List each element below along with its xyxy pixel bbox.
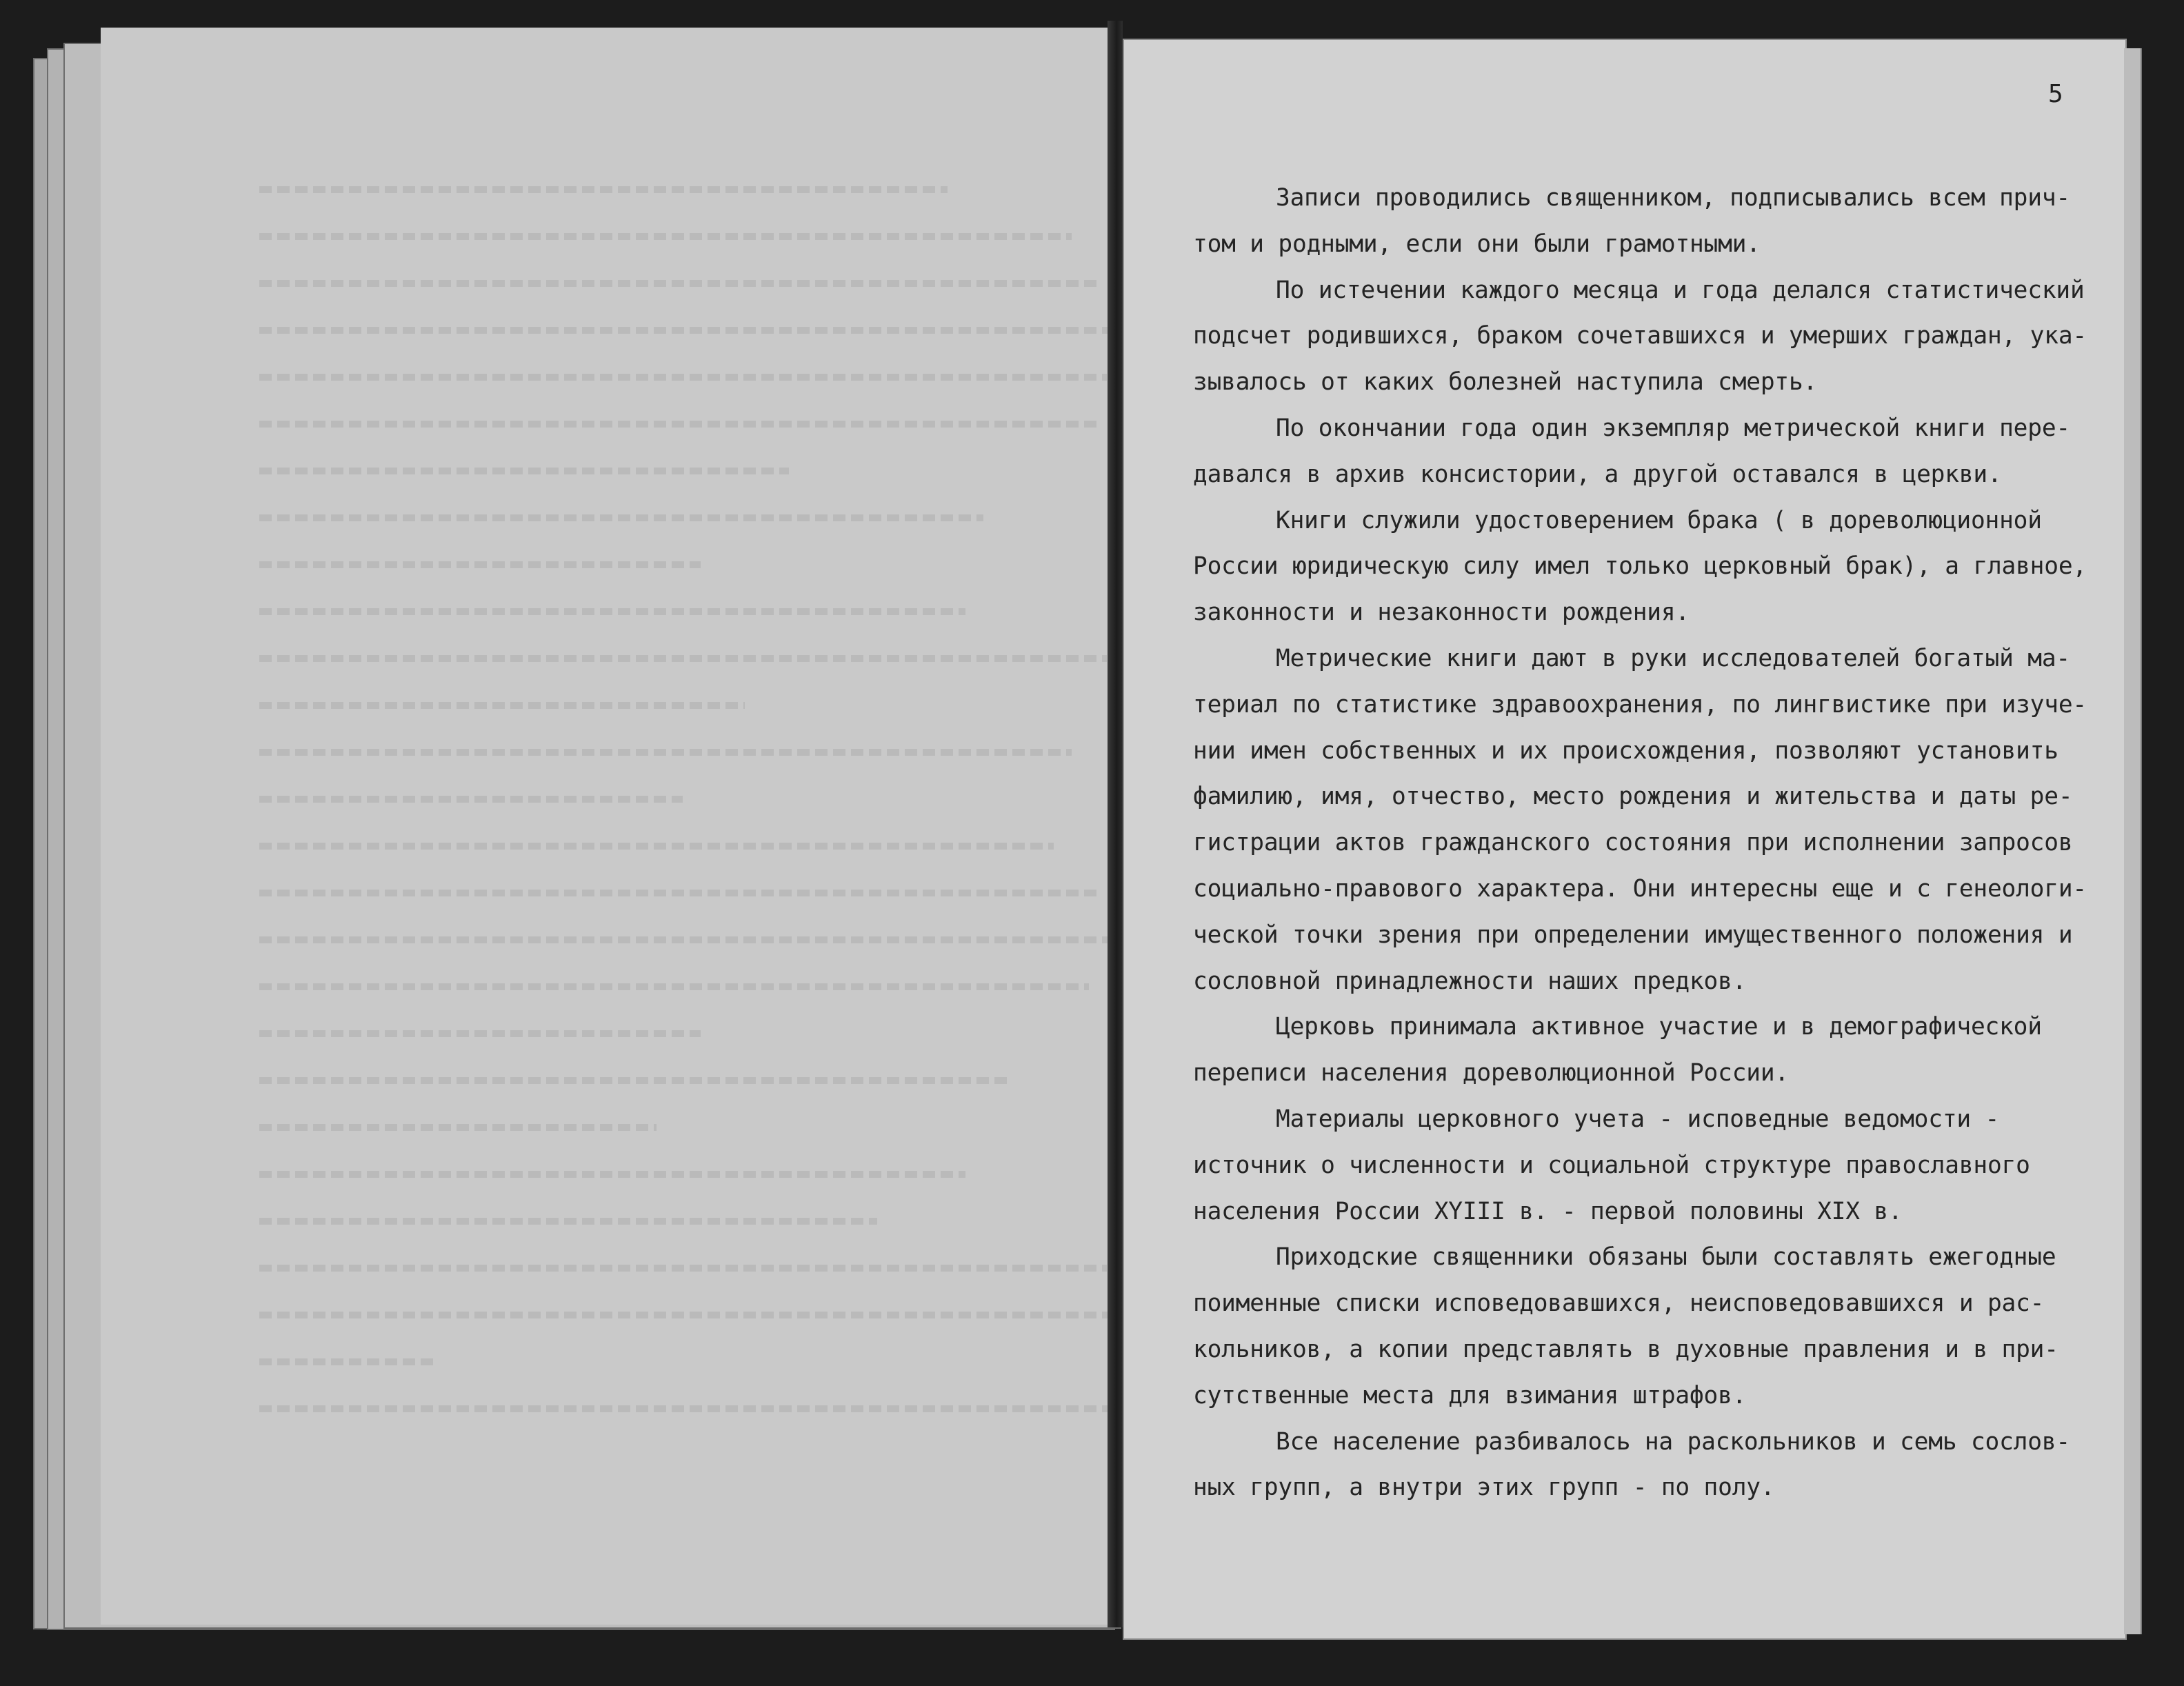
bleed-line: [259, 1056, 1010, 1103]
bleed-line: [259, 1010, 701, 1056]
text-line: зывалось от каких болезней наступила смерть.: [1193, 368, 1818, 397]
text-line: переписи населения дореволюционной России.: [1193, 1059, 1789, 1087]
bleed-line: [259, 916, 1116, 963]
bleed-line: [259, 494, 983, 541]
bleed-line: [259, 588, 965, 634]
bleed-line: [259, 212, 1072, 259]
text-line: гистрации актов гражданского состояния при исполнении запросов: [1193, 829, 2073, 857]
text-line: Записи проводились священником, подписывались всем прич-: [1276, 184, 2070, 212]
text-line: социально-правового характера. Они интересны еще и с генеологи-: [1193, 874, 2087, 903]
text-line: Приходские священники обязаны были составлять ежегодные: [1276, 1243, 2056, 1272]
bleed-line: [259, 634, 1107, 681]
text-line: кольников, а копии представлять в духовные правления и в при-: [1193, 1335, 2058, 1363]
text-line: населения России XYIII в. - первой половины XIX в.: [1193, 1197, 1903, 1225]
book-spine: [1108, 21, 1123, 1627]
text-line: поименные списки исповедовавшихся, неисповедовавшихся и рас-: [1193, 1289, 2045, 1318]
bleed-line: [259, 541, 701, 588]
bleed-line: [259, 822, 1054, 869]
bleed-line: [259, 963, 1089, 1010]
text-line: том и родными, если они были грамотными.: [1193, 230, 1761, 258]
page-edge: [2124, 48, 2142, 1634]
bleed-line: [259, 1150, 965, 1197]
left-page-reverse-side: [101, 28, 1110, 1625]
bleed-line: [259, 1197, 877, 1244]
bleed-line: [259, 1244, 1107, 1291]
text-line: законности и незаконности рождения.: [1193, 599, 1690, 627]
text-line: ческой точки зрения при определении имущественного положения и: [1193, 921, 2073, 949]
bleed-line: [259, 306, 1116, 353]
bleed-line: [259, 1103, 657, 1150]
text-line: Церковь принимала активное участие и в демографической: [1276, 1013, 2042, 1041]
text-line: Все население разбивалось на раскольников и семь сослов-: [1276, 1427, 2070, 1456]
bleed-line: [259, 400, 1098, 447]
text-line: сословной принадлежности наших предков.: [1193, 967, 1747, 995]
page-body-text: [1193, 175, 2090, 1511]
text-line: Книги служили удостоверением брака ( в дореволюционной: [1276, 506, 2042, 534]
bleed-through-text: [259, 165, 1142, 1545]
bleed-line: [259, 728, 1072, 775]
text-line: По окончании года один экземпляр метрической книги пере-: [1276, 414, 2070, 442]
text-line: Материалы церковного учета - исповедные ведомости -: [1276, 1105, 2000, 1133]
text-line: По истечении каждого месяца и года делался статистический: [1276, 276, 2085, 304]
bleed-line: [259, 1338, 436, 1385]
right-page: [1123, 39, 2127, 1640]
text-line: нии имен собственных и их происхождения, позволяют установить: [1193, 736, 2058, 765]
bleed-line: [259, 165, 948, 212]
bleed-line: [259, 775, 683, 822]
text-line: Метрические книги дают в руки исследователей богатый ма-: [1276, 644, 2070, 672]
text-line: подсчет родившихся, браком сочетавшихся и умерших граждан, ука-: [1193, 322, 2087, 350]
bleed-line: [259, 681, 745, 728]
bleed-line: [259, 447, 789, 494]
bleed-line: [259, 1291, 1116, 1338]
text-line: ных групп, а внутри этих групп - по полу.: [1193, 1474, 1775, 1502]
bleed-line: [259, 869, 1098, 916]
bleed-line: [259, 353, 1107, 400]
bleed-line: [259, 1385, 1124, 1432]
text-line: России юридическую силу имел только церковный брак), а главное,: [1193, 552, 2087, 581]
text-line: териал по статистике здравоохранения, по лингвистике при изуче-: [1193, 690, 2087, 719]
bleed-line: [259, 259, 1098, 306]
text-line: сутственные места для взимания штрафов.: [1193, 1381, 1747, 1409]
page-number: 5: [2048, 80, 2063, 108]
text-line: давался в архив консистории, а другой оставался в церкви.: [1193, 460, 2002, 488]
text-line: источник о численности и социальной структуре православного: [1193, 1151, 2030, 1179]
text-line: фамилию, имя, отчество, место рождения и жительства и даты ре-: [1193, 783, 2073, 811]
